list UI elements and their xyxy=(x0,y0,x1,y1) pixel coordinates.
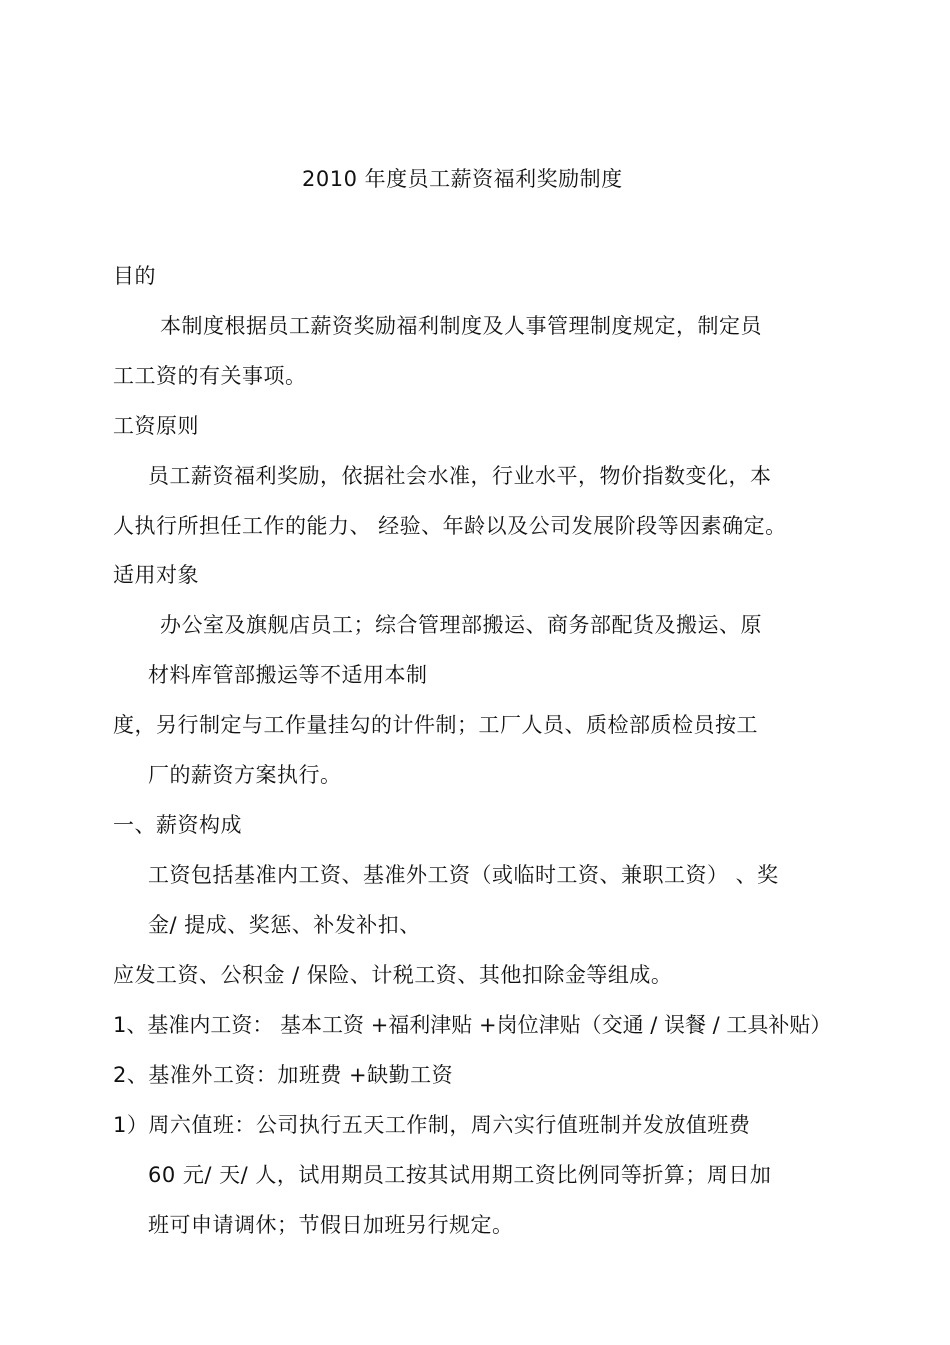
paragraph-line: 60 元/ 天/ 人，试用期员工按其试用期工资比例同等折算；周日加 xyxy=(148,1163,772,1187)
paragraph-line: 金/ 提成、奖惩、补发补扣、 xyxy=(148,913,421,937)
paragraph-line: 1、基准内工资： 基本工资 +福利津贴 +岗位津贴（交通 / 误餐 / 工具补贴） xyxy=(113,1013,832,1037)
section-heading-purpose: 目的 xyxy=(113,264,156,288)
paragraph-line: 办公室及旗舰店员工；综合管理部搬运、商务部配货及搬运、原 xyxy=(160,613,762,637)
paragraph-line: 班可申请调休；节假日加班另行规定。 xyxy=(148,1213,514,1237)
paragraph-line: 员工薪资福利奖励，依据社会水准，行业水平，物价指数变化，本 xyxy=(148,464,772,488)
paragraph-line: 工工资的有关事项。 xyxy=(113,364,307,388)
paragraph-line: 应发工资、公积金 / 保险、计税工资、其他扣除金等组成。 xyxy=(113,963,673,987)
paragraph-line: 度，另行制定与工作量挂勾的计件制；工厂人员、质检部质检员按工 xyxy=(113,713,758,737)
paragraph-line: 厂的薪资方案执行。 xyxy=(148,763,342,787)
document-title: 2010 年度员工薪资福利奖励制度 xyxy=(302,167,623,191)
paragraph-line: 1）周六值班：公司执行五天工作制，周六实行值班制并发放值班费 xyxy=(113,1113,751,1137)
section-heading-composition: 一、薪资构成 xyxy=(113,813,242,837)
paragraph-line: 工资包括基准内工资、基准外工资（或临时工资、兼职工资） 、奖 xyxy=(148,863,779,887)
paragraph-line: 本制度根据员工薪资奖励福利制度及人事管理制度规定，制定员 xyxy=(160,314,762,338)
section-heading-scope: 适用对象 xyxy=(113,563,199,587)
section-heading-principle: 工资原则 xyxy=(113,414,199,438)
paragraph-line: 2、基准外工资：加班费 +缺勤工资 xyxy=(113,1063,454,1087)
paragraph-line: 人执行所担任工作的能力、 经验、年龄以及公司发展阶段等因素确定。 xyxy=(113,514,787,538)
paragraph-line: 材料库管部搬运等不适用本制 xyxy=(148,663,428,687)
